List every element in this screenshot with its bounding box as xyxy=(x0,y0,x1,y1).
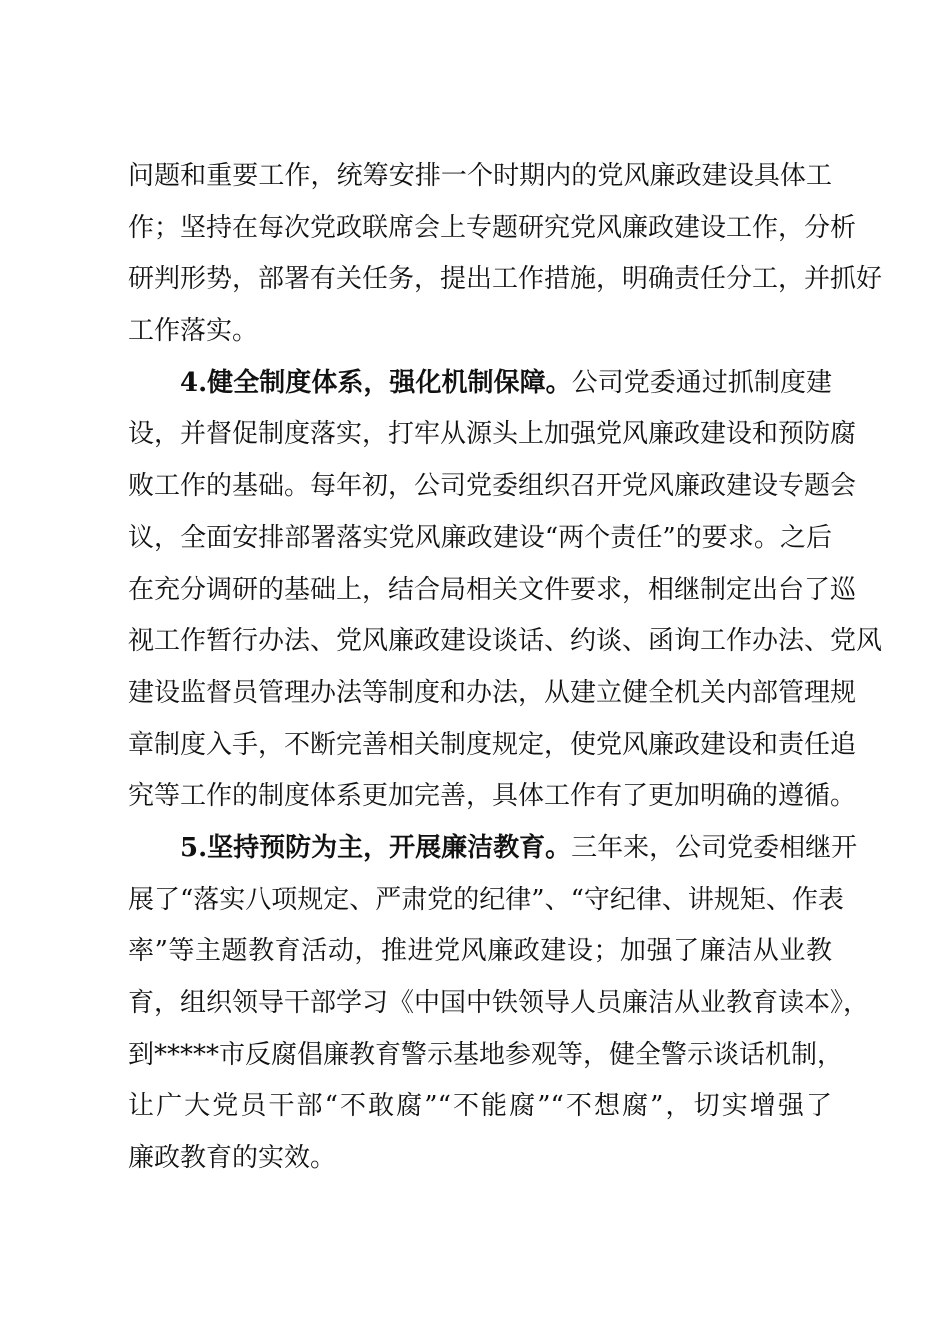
text-line: 廉政教育的实效。 xyxy=(128,1143,337,1174)
text-line: 视工作暂行办法、党风廉政建设谈话、约谈、函询工作办法、党风 xyxy=(128,626,883,657)
paragraph-3 xyxy=(128,823,870,1185)
text-line: 在充分调研的基础上，结合局相关文件要求，相继制定出台了巡 xyxy=(128,574,857,605)
text-line: 研判形势，部署有关任务，提出工作措施，明确责任分工，并抓好 xyxy=(128,264,883,295)
text-line: 败工作的基础。每年初，公司党委组织召开党风廉政建设专题会 xyxy=(128,471,857,502)
text-line: 问题和重要工作，统筹安排一个时期内的党风廉政建设具体工 xyxy=(128,161,832,191)
text-line: 让广大党员干部“不敢腐”“不能腐”“不想腐”，切实增强了 xyxy=(128,1091,832,1122)
text-line: 究等工作的制度体系更加完善，具体工作有了更加明确的遵循。 xyxy=(128,781,857,812)
text-line: 到*****市反腐倡廉教育警示基地参观等，健全警示谈话机制， xyxy=(128,1039,844,1070)
text-run: 公司党委通过抓制度建 xyxy=(571,367,832,398)
paragraph-first-line xyxy=(128,358,832,410)
document-body xyxy=(128,151,883,1185)
text-line: 育，组织领导干部学习《中国中铁领导人员廉洁从业教育读本》， xyxy=(128,988,870,1018)
text-line: 率”等主题教育活动，推进党风廉政建设；加强了廉洁从业教 xyxy=(128,936,832,967)
paragraph-2 xyxy=(128,358,883,823)
text-line: 展了“落实八项规定、严肃党的纪律”、“守纪律、讲规矩、作表 xyxy=(128,884,844,915)
text-run: 三年来，公司党委相继开 xyxy=(571,832,858,863)
section-heading: 5.坚持预防为主，开展廉洁教育。 xyxy=(180,832,572,863)
section-heading: 4.健全制度体系，强化机制保障。 xyxy=(180,367,572,398)
text-line: 建设监督员管理办法等制度和办法，从建立健全机关内部管理规 xyxy=(128,677,857,708)
text-line: 作；坚持在每次党政联席会上专题研究党风廉政建设工作，分析 xyxy=(128,212,857,243)
text-line: 设，并督促制度落实，打牢从源头上加强党风廉政建设和预防腐 xyxy=(128,419,857,450)
text-line: 议，全面安排部署落实党风廉政建设“两个责任”的要求。之后 xyxy=(128,522,832,553)
paragraph-1 xyxy=(128,151,883,358)
text-line: 工作落实。 xyxy=(128,316,259,347)
text-line: 章制度入手，不断完善相关制度规定，使党风廉政建设和责任追 xyxy=(128,729,857,760)
paragraph-first-line xyxy=(128,823,858,875)
